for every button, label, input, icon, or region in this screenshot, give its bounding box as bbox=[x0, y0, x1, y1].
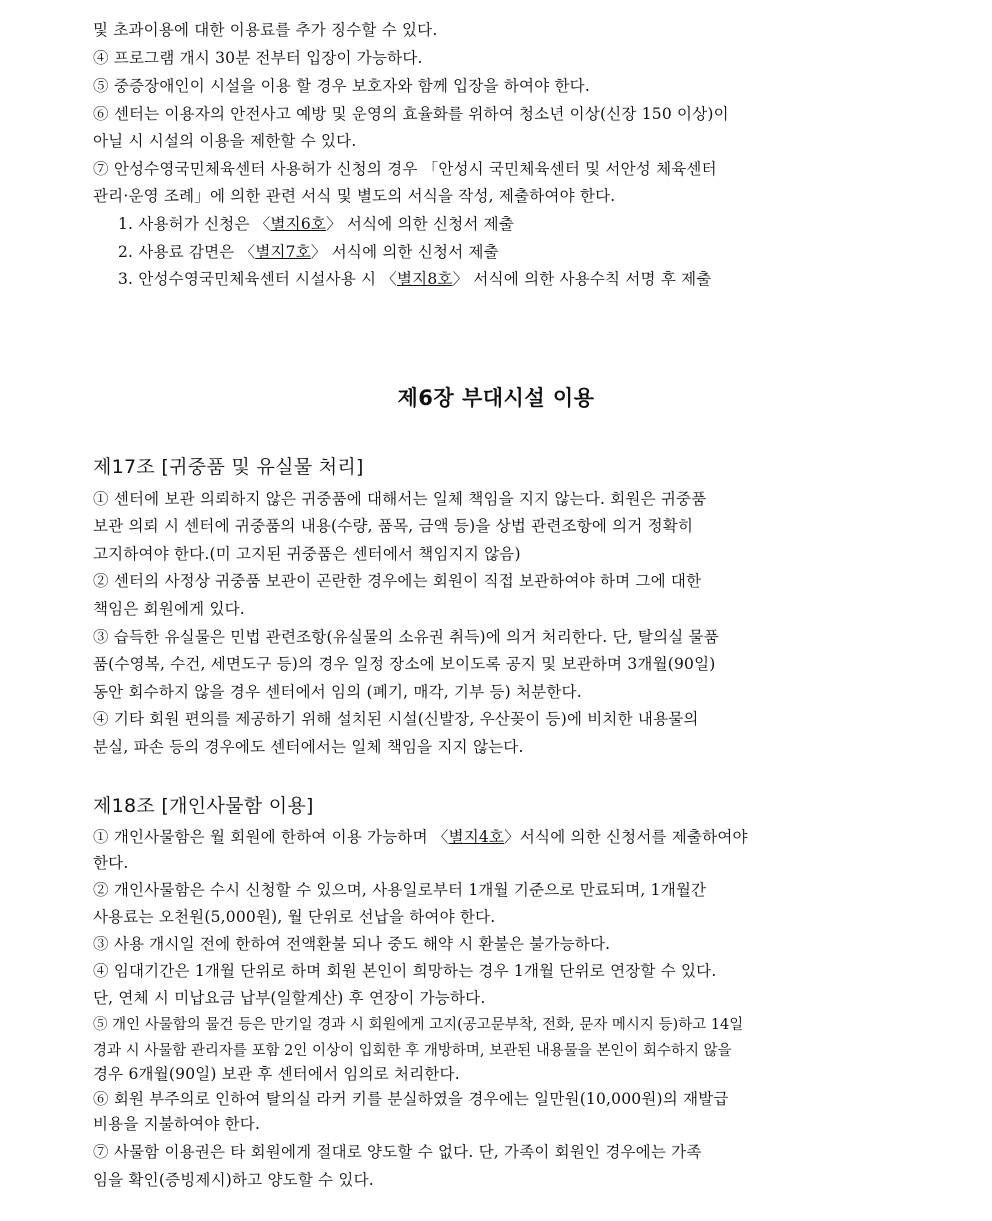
text-line: 분실, 파손 등의 경우에도 센터에서는 일체 책임을 지지 않는다. bbox=[93, 738, 524, 756]
text-line: ③ 사용 개시일 전에 한하여 전액환불 되나 중도 해약 시 환불은 불가능하다. bbox=[93, 935, 611, 953]
text-line: 동안 회수하지 않을 경우 센터에서 임의 (폐기, 매각, 기부 등) 처분한다. bbox=[93, 683, 582, 701]
text-line: 사용료는 오천원(5,000원), 월 단위로 선납을 하여야 한다. bbox=[93, 908, 496, 926]
text-line: 단, 연체 시 미납요금 납부(일할계산) 후 연장이 가능하다. bbox=[93, 989, 486, 1007]
text-line: 경과 시 사물함 관리자를 포함 2인 이상이 입회한 후 개방하며, 보관된 내용물을 본인이 회수하지 않을 bbox=[93, 1043, 732, 1059]
text-line: ⑥ 센터는 이용자의 안전사고 예방 및 운영의 효율화를 위하여 청소년 이상(신장 150 이상)이 bbox=[93, 105, 729, 123]
text-line: ⑤ 개인 사물함의 물건 등은 만기일 경과 시 회원에게 고지(공고문부착, 전화, 문자 메시지 등)하고 14일 bbox=[93, 1017, 744, 1033]
text-line: 보관 의뢰 시 센터에 귀중품의 내용(수량, 품목, 금액 등)을 상법 관련조항에 의거 정확히 bbox=[93, 517, 694, 535]
text-line: ④ 임대기간은 1개월 단위로 하며 회원 본인이 희망하는 경우 1개월 단위로 연장할 수 있다. bbox=[93, 962, 717, 980]
text-line: ④ 프로그램 개시 30분 전부터 입장이 가능하다. bbox=[93, 49, 423, 67]
text-line: 비용을 지불하여야 한다. bbox=[93, 1115, 261, 1133]
text-line bbox=[93, 827, 748, 847]
text-line: ① 센터에 보관 의뢰하지 않은 귀중품에 대해서는 일체 책임을 지지 않는다. 회원은 귀중품 bbox=[93, 490, 707, 508]
sub-item-text: 〉 서식에 의한 신청서 제출 bbox=[310, 243, 499, 261]
form-4-link[interactable]: 별지4호 bbox=[448, 828, 505, 846]
text-line: 관리·운영 조례」에 의한 관련 서식 및 별도의 서식을 작성, 제출하여야 한다. bbox=[93, 187, 616, 205]
line-text: ① 개인사물함은 월 회원에 한하여 이용 가능하며 〈 bbox=[93, 828, 449, 846]
text-line: 품(수영복, 수건, 세면도구 등)의 경우 일정 장소에 보이도록 공지 및 보관하며 3개월(90일) bbox=[93, 655, 716, 673]
text-line: ⑤ 중증장애인이 시설을 이용 할 경우 보호자와 함께 입장을 하여야 한다. bbox=[93, 77, 590, 95]
text-line: 경우 6개월(90일) 보관 후 센터에서 임의로 처리한다. bbox=[93, 1065, 460, 1083]
form-8-link[interactable]: 별지8호 bbox=[397, 270, 453, 288]
text-line: ② 개인사물함은 수시 신청할 수 있으며, 사용일로부터 1개월 기준으로 만료되며, 1개월간 bbox=[93, 881, 707, 899]
form-7-link[interactable]: 별지7호 bbox=[255, 243, 311, 261]
text-line: 아닐 시 시설의 이용을 제한할 수 있다. bbox=[93, 132, 357, 150]
text-line: 한다. bbox=[93, 854, 129, 872]
sub-item-2 bbox=[118, 242, 499, 262]
text-line: 책임은 회원에게 있다. bbox=[93, 600, 245, 618]
sub-item-text: 〉 서식에 의한 사용수칙 서명 후 제출 bbox=[452, 270, 712, 288]
chapter-title: 제6장 부대시설 이용 bbox=[397, 386, 595, 410]
sub-item-text: 〉 서식에 의한 신청서 제출 bbox=[326, 215, 515, 233]
text-line: ⑦ 사물함 이용권은 타 회원에게 절대로 양도할 수 없다. 단, 가족이 회원인 경우에는 가족 bbox=[93, 1143, 702, 1161]
text-line: ⑦ 안성수영국민체육센터 사용허가 신청의 경우 「안성시 국민체육센터 및 서안성 체육센터 bbox=[93, 160, 717, 178]
article-17-heading: 제17조 [귀중품 및 유실물 처리] bbox=[93, 456, 364, 478]
sub-item-1 bbox=[118, 214, 514, 234]
sub-item-3 bbox=[118, 269, 711, 289]
form-6-link[interactable]: 별지6호 bbox=[270, 215, 327, 233]
sub-item-text: 2. 사용료 감면은 〈 bbox=[118, 243, 256, 261]
sub-item-text: 3. 안성수영국민체육센터 시설사용 시 〈 bbox=[118, 270, 397, 288]
sub-item-text: 1. 사용허가 신청은 〈 bbox=[118, 215, 271, 233]
text-line: 및 초과이용에 대한 이용료를 추가 징수할 수 있다. bbox=[93, 21, 438, 39]
text-line: ④ 기타 회원 편의를 제공하기 위해 설치된 시설(신발장, 우산꽂이 등)에 비치한 내용물의 bbox=[93, 710, 699, 728]
text-line: ⑥ 회원 부주의로 인하여 탈의실 라커 키를 분실하였을 경우에는 일만원(10,000원)의 재발급 bbox=[93, 1090, 729, 1108]
text-line: ② 센터의 사정상 귀중품 보관이 곤란한 경우에는 회원이 직접 보관하여야 하며 그에 대한 bbox=[93, 572, 702, 590]
article-18-heading: 제18조 [개인사물함 이용] bbox=[93, 795, 314, 817]
text-line: 고지하여야 한다.(미 고지된 귀중품은 센터에서 책임지지 않음) bbox=[93, 545, 521, 563]
text-line: ③ 습득한 유실물은 민법 관련조항(유실물의 소유권 취득)에 의거 처리한다. 단, 탈의실 물품 bbox=[93, 628, 719, 646]
line-text: 〉서식에 의한 신청서를 제출하여야 bbox=[504, 828, 748, 846]
text-line: 임을 확인(증빙제시)하고 양도할 수 있다. bbox=[93, 1171, 374, 1189]
